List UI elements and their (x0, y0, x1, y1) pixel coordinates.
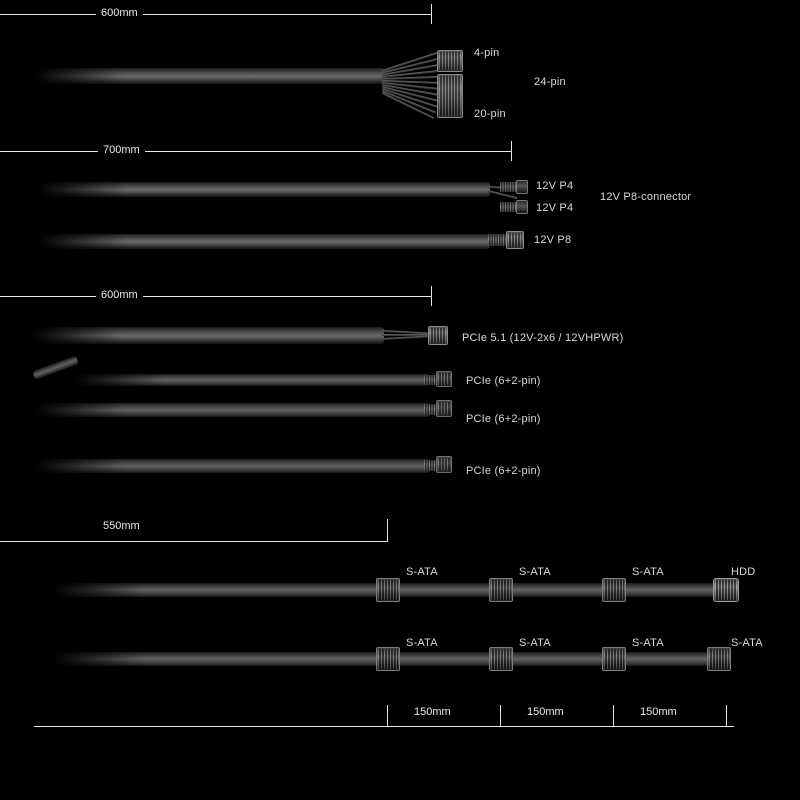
dimension-line-spacing (34, 726, 734, 727)
connector-ridges (709, 649, 729, 669)
cpu-p4-connector-a (516, 180, 528, 194)
dimension-line-4 (0, 541, 388, 542)
dimension-tick-s2 (500, 705, 501, 727)
label-12v-p4-b: 12V P4 (536, 202, 574, 214)
connector-ridges (508, 233, 522, 247)
atx-24pin-cable (34, 68, 384, 84)
sata-row2-connector-2 (489, 647, 513, 671)
cpu-p8-connector (506, 231, 524, 249)
label-12v-p4-a: 12V P4 (536, 180, 574, 192)
dimension-label-600mm-atx: 600mm (96, 7, 143, 19)
dimension-line-3 (0, 296, 432, 297)
pcie-51-connector (428, 326, 448, 345)
connector-ridges (604, 649, 624, 669)
pcie-a-connector (436, 371, 452, 387)
pcie-b-cable (34, 403, 430, 417)
label-sata-row1-3: S-ATA (632, 566, 664, 578)
pcie-a-segment-angled (32, 356, 78, 380)
sata-row2-connector-4 (707, 647, 731, 671)
label-pcie-c: PCIe (6+2-pin) (466, 465, 541, 477)
dimension-label-550mm: 550mm (98, 520, 145, 532)
cpu-p8-sleeve (488, 234, 506, 246)
pcie-c-connector (436, 456, 452, 473)
label-sata-row1-1: S-ATA (406, 566, 438, 578)
connector-ridges (500, 202, 516, 212)
dimension-label-700mm: 700mm (98, 144, 145, 156)
dimension-tick-1 (431, 4, 432, 24)
cpu-p4-sleeve-a (500, 182, 516, 192)
sata-row2-connector-3 (602, 647, 626, 671)
sata-row1-connector-1 (376, 578, 400, 602)
label-pcie-a: PCIe (6+2-pin) (466, 375, 541, 387)
connector-ridges (378, 649, 398, 669)
label-sata-row2-2: S-ATA (519, 637, 551, 649)
label-pcie-b: PCIe (6+2-pin) (466, 413, 541, 425)
connector-ridges (439, 76, 461, 116)
pcie-51-cable (32, 327, 384, 344)
pcie-c-cable (34, 459, 430, 473)
dimension-line-2 (0, 151, 512, 152)
connector-ridges (491, 649, 511, 669)
pcie-a-cable (74, 374, 430, 386)
cpu-p4-connector-b (516, 200, 528, 214)
label-hdd: HDD (731, 566, 756, 578)
label-sata-row2-1: S-ATA (406, 637, 438, 649)
connector-ridges (439, 52, 461, 70)
hdd-molex-connector (713, 578, 739, 602)
sata-row2-connector-1 (376, 647, 400, 671)
connector-ridges (488, 234, 506, 246)
dimension-label-600mm-pcie: 600mm (96, 289, 143, 301)
dimension-tick-2 (511, 141, 512, 161)
label-sata-row1-2: S-ATA (519, 566, 551, 578)
dimension-tick-s4 (726, 705, 727, 727)
label-24-pin: 24-pin (534, 76, 566, 88)
sata-row1-connector-2 (489, 578, 513, 602)
connector-ridges (438, 373, 450, 385)
connector-ridges (378, 580, 398, 600)
label-sata-row2-4: S-ATA (731, 637, 763, 649)
atx-20pin-connector (437, 74, 463, 118)
label-4-pin: 4-pin (474, 47, 500, 59)
connector-ridges (438, 402, 450, 415)
connector-ridges (500, 182, 516, 192)
dimension-tick-4 (387, 519, 388, 541)
dimension-label-150mm-1: 150mm (409, 706, 456, 718)
connector-ridges (604, 580, 624, 600)
dimension-tick-3 (431, 286, 432, 306)
connector-ridges (715, 580, 737, 600)
label-12v-p8: 12V P8 (534, 234, 572, 246)
label-20-pin: 20-pin (474, 108, 506, 120)
connector-ridges (430, 328, 446, 343)
pcie-wire (382, 336, 428, 340)
cpu-p8-cable (38, 234, 490, 249)
dimension-label-150mm-3: 150mm (635, 706, 682, 718)
connector-ridges (438, 458, 450, 471)
dimension-tick-s3 (613, 705, 614, 727)
dimension-tick-s1 (387, 705, 388, 727)
atx-4pin-connector (437, 50, 463, 72)
dimension-line-1 (0, 14, 432, 15)
connector-ridges (491, 580, 511, 600)
dimension-label-150mm-2: 150mm (522, 706, 569, 718)
cpu-p4-sleeve-b (500, 202, 516, 212)
cpu-p4-cable (38, 182, 490, 197)
label-pcie-51: PCIe 5.1 (12V-2x6 / 12VHPWR) (462, 332, 624, 344)
pcie-b-connector (436, 400, 452, 417)
sata-row1-connector-3 (602, 578, 626, 602)
label-12v-p8-connector: 12V P8-connector (600, 191, 692, 203)
label-sata-row2-3: S-ATA (632, 637, 664, 649)
